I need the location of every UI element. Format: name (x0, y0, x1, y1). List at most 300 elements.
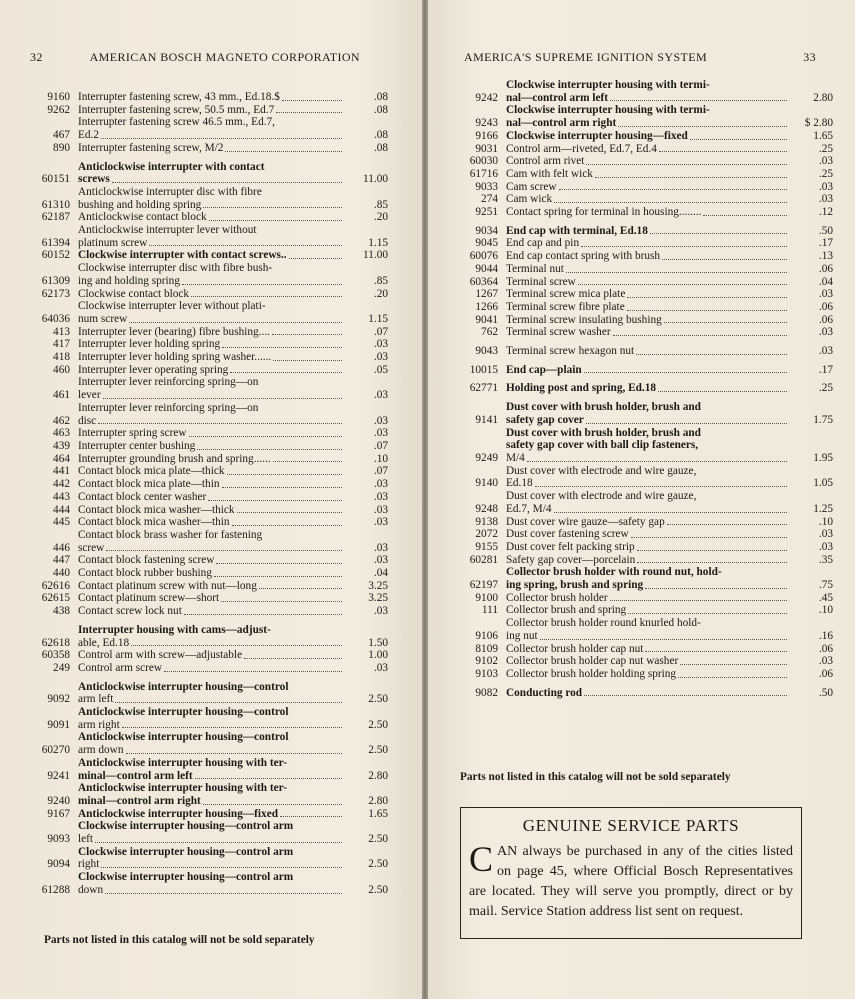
description-text: Interrupter lever reinforcing spring—on (78, 376, 259, 389)
part-number: 9249 (475, 451, 498, 464)
part-number: 441 (53, 465, 70, 478)
dot-leader (627, 297, 787, 298)
part-number: 762 (481, 326, 498, 339)
part-price: .03 (373, 414, 388, 427)
description-line (78, 808, 344, 821)
description-line (78, 491, 344, 504)
part-description (78, 554, 344, 567)
dot-leader (214, 576, 342, 577)
part-price: .03 (373, 541, 388, 554)
part-entry (458, 528, 833, 541)
part-number: 62615 (41, 592, 70, 605)
dot-leader (637, 550, 787, 551)
part-price: .04 (818, 275, 833, 288)
part-number: 60151 (41, 173, 70, 186)
description-line (506, 92, 789, 105)
dot-leader (182, 284, 342, 285)
dot-leader (98, 423, 342, 424)
part-description (506, 130, 789, 143)
description-line (78, 104, 344, 117)
description-text: Dust cover wire gauze—safety gap (506, 515, 665, 528)
description-line (506, 579, 789, 592)
description-line (78, 649, 344, 662)
description-text: Clockwise interrupter housing—control arm (78, 820, 294, 833)
dot-leader (101, 138, 342, 139)
part-price: .45 (818, 591, 833, 604)
right-page (428, 0, 855, 999)
part-price: .07 (373, 325, 388, 338)
part-description (78, 161, 344, 186)
part-entry (30, 453, 388, 466)
part-price: .03 (818, 288, 833, 301)
part-entry (458, 263, 833, 276)
part-entry (458, 655, 833, 668)
description-line (506, 503, 789, 516)
part-entry (458, 617, 833, 642)
description-text: Interrupter lever holding spring (78, 338, 221, 351)
part-entry (30, 161, 388, 186)
description-text: disc (78, 414, 97, 427)
description-line (506, 104, 789, 117)
description-line (506, 604, 789, 617)
description-text: num screw (78, 312, 128, 325)
dot-leader (273, 461, 342, 462)
description-line (506, 414, 789, 427)
description-text: Collector brush holder cap nut (506, 642, 644, 655)
part-entry (30, 300, 388, 325)
part-price: .85 (373, 198, 388, 211)
part-entry (458, 465, 833, 490)
part-entry (458, 79, 833, 104)
part-number: 9155 (475, 540, 498, 553)
description-line (506, 465, 789, 478)
description-line (506, 193, 789, 206)
running-head: AMERICA'S SUPREME IGNITION SYSTEM (464, 50, 708, 64)
description-text: Dust cover with brush holder, brush and (506, 426, 701, 439)
part-entry (30, 262, 388, 287)
dot-leader (106, 550, 342, 551)
dot-leader (103, 398, 342, 399)
part-entry (30, 808, 388, 821)
description-line (78, 693, 344, 706)
part-price: .08 (373, 103, 388, 116)
part-entry (458, 314, 833, 327)
description-line (78, 313, 344, 326)
description-text: Clockwise contact block (78, 287, 190, 300)
description-text: Collector brush and spring (506, 604, 627, 617)
part-price: .20 (373, 211, 388, 224)
part-price: .03 (818, 540, 833, 553)
description-line (78, 262, 344, 275)
description-text: Interrupter fastening screw, M/2 (78, 141, 224, 154)
part-entry (458, 104, 833, 129)
description-text: arm down (78, 744, 124, 757)
part-entry (30, 376, 388, 401)
description-text: minal—control arm left (78, 769, 193, 782)
part-price: .08 (373, 141, 388, 154)
part-description (506, 168, 789, 181)
part-entry (458, 206, 833, 219)
description-text: Terminal screw mica plate (506, 288, 626, 301)
footnote: Parts not listed in this catalog will not be sold separately (44, 934, 315, 946)
part-price: .03 (373, 490, 388, 503)
part-number: 417 (53, 338, 70, 351)
part-number: 9102 (475, 655, 498, 668)
part-number: 60364 (469, 275, 498, 288)
description-text: ing spring, brush and spring (506, 579, 644, 592)
part-price: 2.80 (368, 794, 388, 807)
dot-leader (105, 893, 342, 894)
dot-leader (610, 100, 787, 101)
part-description (506, 643, 789, 656)
description-line (78, 402, 344, 415)
part-number: 9160 (47, 91, 70, 103)
description-text: safety gap cover with ball clip fasteners, (506, 439, 699, 452)
part-number: 8109 (475, 642, 498, 655)
part-number: 61394 (41, 236, 70, 249)
part-price: .03 (818, 180, 833, 193)
part-price: .03 (373, 338, 388, 351)
part-number: 9100 (475, 591, 498, 604)
part-price: 11.00 (363, 249, 388, 262)
part-entry (458, 554, 833, 567)
description-line (506, 326, 789, 339)
part-price: 2.50 (368, 883, 388, 896)
part-entry (458, 168, 833, 181)
dot-leader (595, 177, 787, 178)
part-entry (30, 554, 388, 567)
part-price: .10 (818, 515, 833, 528)
description-line (78, 129, 344, 142)
description-line (78, 542, 344, 555)
part-entry (458, 237, 833, 250)
dot-leader (273, 360, 342, 361)
part-entry (30, 757, 388, 782)
part-description (78, 871, 344, 896)
description-text: Contact platinum screw—short (78, 592, 220, 605)
part-entry (458, 326, 833, 339)
part-description (506, 668, 789, 681)
dot-leader (221, 601, 342, 602)
part-entry (458, 288, 833, 301)
part-description (78, 491, 344, 504)
part-number: 445 (53, 516, 70, 529)
part-number: 460 (53, 363, 70, 376)
description-line (78, 782, 344, 795)
description-line (78, 719, 344, 732)
description-text: lever (78, 389, 101, 402)
description-text: Contact platinum screw with nut—long (78, 579, 257, 592)
part-price: .03 (373, 389, 388, 402)
part-price: 1.95 (813, 451, 833, 464)
description-text: Cam wick (506, 193, 553, 206)
description-line (78, 795, 344, 808)
part-entry (458, 143, 833, 156)
part-entry (30, 649, 388, 662)
part-number: 440 (53, 567, 70, 580)
dot-leader (690, 139, 787, 140)
part-number: 61310 (41, 198, 70, 211)
part-number: 274 (481, 193, 498, 206)
part-price: .08 (373, 91, 388, 103)
part-number: 249 (53, 661, 70, 674)
part-entry (30, 846, 388, 871)
part-description (506, 104, 789, 129)
part-description (78, 224, 344, 249)
description-line (78, 592, 344, 605)
description-line (78, 364, 344, 377)
description-line (78, 770, 344, 783)
part-entry (30, 104, 388, 117)
part-number: 61716 (469, 167, 498, 180)
part-price: .16 (818, 629, 833, 642)
part-description (506, 427, 789, 465)
part-description (78, 580, 344, 593)
description-text: Anticlockwise interrupter with contact (78, 160, 265, 173)
description-line (506, 276, 789, 289)
description-line (506, 301, 789, 314)
part-description (506, 401, 789, 426)
part-price: .10 (818, 604, 833, 617)
parts-list (458, 79, 833, 699)
part-entry (30, 142, 388, 155)
part-price: .25 (818, 142, 833, 155)
dot-leader (225, 151, 342, 152)
part-description (78, 465, 344, 478)
part-description (78, 288, 344, 301)
part-description (78, 186, 344, 211)
part-price: .06 (818, 262, 833, 275)
part-number: 9041 (475, 313, 498, 326)
description-line (78, 681, 344, 694)
part-number: 62187 (41, 211, 70, 224)
dot-leader (131, 645, 342, 646)
part-number: 447 (53, 554, 70, 567)
dot-leader (101, 867, 342, 868)
description-line (506, 516, 789, 529)
part-price: .03 (373, 554, 388, 567)
description-text: able, Ed.18 (78, 636, 130, 649)
dot-leader (631, 537, 787, 538)
dot-leader (627, 310, 787, 311)
part-entry (458, 276, 833, 289)
description-text: Terminal screw insulating bushing (506, 313, 662, 326)
description-text: Interrupter center bushing (78, 439, 196, 452)
part-description (78, 681, 344, 706)
part-entry (458, 225, 833, 238)
part-price: 1.00 (368, 649, 388, 662)
part-entry (30, 116, 388, 141)
part-price: 3.25 (368, 592, 388, 605)
dot-leader (208, 500, 342, 501)
dot-leader (232, 525, 342, 526)
part-description (78, 351, 344, 364)
part-number: 443 (53, 490, 70, 503)
part-entry (458, 364, 833, 377)
description-text: Clockwise interrupter with contact screws.. (78, 249, 287, 262)
dot-leader (586, 164, 787, 165)
dot-leader (613, 335, 787, 336)
part-price: .17 (818, 363, 833, 376)
part-entry (458, 516, 833, 529)
description-line (78, 326, 344, 339)
part-price: .03 (373, 478, 388, 491)
description-text: Terminal screw hexagon nut (506, 345, 635, 358)
left-page-header (30, 50, 360, 65)
description-line (78, 858, 344, 871)
dot-leader (637, 562, 787, 563)
description-text: Interrupter lever holding spring washer...... (78, 351, 272, 364)
dot-leader (645, 651, 787, 652)
part-price: .10 (373, 452, 388, 465)
part-description (78, 478, 344, 491)
description-text: nal—control arm right (506, 117, 617, 130)
description-line (506, 643, 789, 656)
description-text: M/4 (506, 451, 525, 464)
part-description (78, 706, 344, 731)
part-number: 9031 (475, 142, 498, 155)
part-number: 438 (53, 605, 70, 618)
part-price: .07 (373, 465, 388, 478)
description-text: Interrupter fastening screw, 43 mm., Ed.18.$ (78, 91, 280, 103)
dot-leader (276, 112, 342, 113)
part-number: 62618 (41, 636, 70, 649)
part-description (506, 143, 789, 156)
part-number: 9166 (475, 129, 498, 142)
dot-leader (195, 778, 342, 779)
description-text: Interrupter spring screw (78, 427, 187, 440)
parts-list (30, 91, 388, 897)
description-line (506, 477, 789, 490)
description-line (78, 757, 344, 770)
description-line (78, 173, 344, 186)
part-description (78, 605, 344, 618)
description-text: Dust cover with electrode and wire gauze, (506, 490, 697, 503)
part-price: 2.50 (368, 744, 388, 757)
description-line (78, 237, 344, 250)
part-number: 9262 (47, 103, 70, 116)
dot-leader (659, 151, 787, 152)
part-entry (458, 155, 833, 168)
dot-leader (184, 614, 342, 615)
description-line (506, 687, 789, 700)
part-entry (30, 364, 388, 377)
dot-leader (282, 100, 342, 101)
part-price: .03 (818, 655, 833, 668)
dot-leader (678, 677, 787, 678)
part-entry (30, 288, 388, 301)
description-text: Clockwise interrupter housing with termi- (506, 79, 710, 91)
description-line (506, 617, 789, 630)
part-description (78, 782, 344, 807)
description-line (506, 225, 789, 238)
dot-leader (216, 563, 342, 564)
part-number: 2072 (475, 528, 498, 541)
description-line (506, 250, 789, 263)
part-price: .12 (818, 206, 833, 219)
description-text: Contact block center washer (78, 490, 207, 503)
description-text: safety gap cover (506, 413, 584, 426)
description-line (506, 263, 789, 276)
part-entry (458, 250, 833, 263)
part-description (506, 528, 789, 541)
description-text: Control arm with screw—adjustable (78, 649, 243, 662)
part-price: .17 (818, 237, 833, 250)
part-entry (458, 181, 833, 194)
dot-leader (662, 259, 787, 260)
part-number: 9033 (475, 180, 498, 193)
dot-leader (129, 322, 342, 323)
part-entry (30, 91, 388, 104)
part-description (78, 211, 344, 224)
description-line (78, 116, 344, 129)
part-entry (30, 567, 388, 580)
description-line (78, 580, 344, 593)
dot-leader (645, 588, 787, 589)
part-entry (458, 687, 833, 700)
part-entry (30, 326, 388, 339)
description-line (506, 490, 789, 503)
description-line (78, 338, 344, 351)
description-text: Clockwise interrupter disc with fibre bush- (78, 262, 273, 275)
running-head: AMERICAN BOSCH MAGNETO CORPORATION (89, 50, 360, 64)
description-text: left (78, 833, 94, 846)
part-number: 10015 (469, 363, 498, 376)
description-line (506, 668, 789, 681)
part-number: 9043 (475, 345, 498, 358)
description-line (78, 884, 344, 897)
description-line (506, 382, 789, 395)
part-price: .25 (818, 167, 833, 180)
description-line (78, 288, 344, 301)
part-description (78, 453, 344, 466)
description-line (78, 453, 344, 466)
dot-leader (280, 816, 342, 817)
description-line (506, 364, 789, 377)
part-entry (30, 820, 388, 845)
part-number: 111 (481, 604, 498, 617)
description-line (506, 345, 789, 358)
part-price: 2.50 (368, 693, 388, 706)
part-number: 9091 (47, 718, 70, 731)
part-description (506, 155, 789, 168)
part-description (78, 427, 344, 440)
part-price: .03 (818, 193, 833, 206)
dot-leader (259, 588, 342, 589)
part-description (78, 104, 344, 117)
description-text: Anticlockwise interrupter housing—control (78, 680, 289, 693)
description-text: Collector brush holder (506, 591, 608, 604)
part-description (78, 142, 344, 155)
description-text: Interrupter lever operating spring (78, 363, 229, 376)
part-entry (30, 249, 388, 262)
dot-leader (222, 347, 342, 348)
part-entry (30, 580, 388, 593)
description-text: platinum screw (78, 236, 148, 249)
left-page (0, 0, 422, 999)
description-line (78, 440, 344, 453)
part-entry (30, 662, 388, 675)
part-price: $ 2.80 (804, 117, 833, 130)
description-text: Dust cover felt packing strip (506, 540, 635, 553)
part-number: 444 (53, 503, 70, 516)
part-description (78, 757, 344, 782)
description-line (506, 655, 789, 668)
part-price: .06 (818, 642, 833, 655)
part-number: 62197 (469, 579, 498, 592)
part-description (78, 504, 344, 517)
description-text: Holding post and spring, Ed.18 (506, 382, 657, 395)
